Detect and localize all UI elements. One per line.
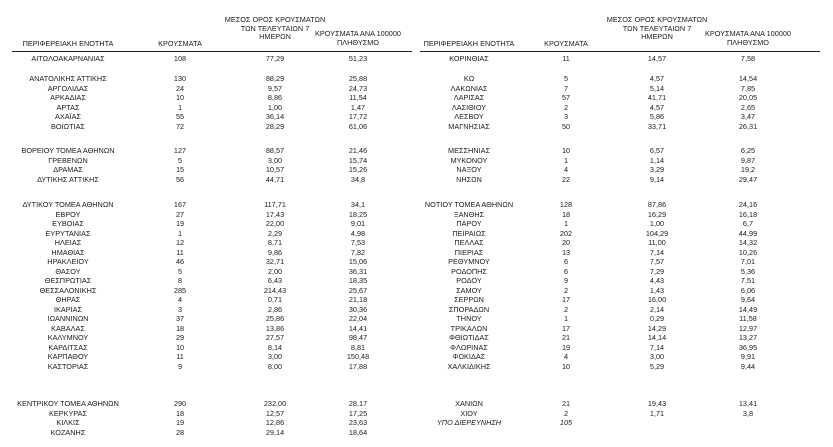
- region-name: ΗΡΑΚΛΕΙΟΥ: [47, 257, 89, 266]
- cases-per-100k: 61,06: [348, 121, 368, 131]
- avg-7-days: 11,00: [648, 238, 666, 247]
- case-count: 24: [175, 83, 185, 93]
- case-count: 105: [559, 418, 573, 427]
- case-count: 27: [175, 209, 185, 219]
- cases-per-100k: 17,25: [348, 408, 368, 418]
- region-name: ΤΡΙΚΑΛΩΝ: [450, 323, 488, 333]
- case-count: 1: [563, 219, 569, 228]
- cases-per-100k: 24,73: [348, 83, 368, 93]
- avg-7-days: 7,14: [649, 247, 665, 257]
- header-per-100k: ΚΡΟΥΣΜΑΤΑ ΑΝΑ 100000 ΠΛΗΘΥΣΜΟ: [315, 29, 401, 47]
- region-name: ΜΥΚΟΝΟΥ: [450, 155, 488, 165]
- avg-7-days: 1,00: [649, 219, 665, 228]
- case-count: 8: [177, 276, 183, 285]
- cases-per-100k: 18,35: [348, 276, 368, 285]
- region-name: ΗΛΕΙΑΣ: [54, 238, 82, 247]
- region-name: ΚΟΖΑΝΗΣ: [50, 427, 86, 437]
- cases-per-100k: 44,99: [738, 228, 758, 238]
- case-count: 18: [175, 408, 185, 418]
- avg-7-days: 33,71: [647, 121, 667, 131]
- cases-per-100k: 17,88: [348, 361, 368, 371]
- cases-per-100k: 12,97: [738, 323, 758, 333]
- avg-7-days: 16,00: [647, 295, 667, 304]
- case-count: 2: [563, 285, 569, 295]
- cases-per-100k: 15,06: [348, 257, 368, 266]
- cases-per-100k: 4,98: [350, 228, 366, 238]
- region-name: ΠΕΙΡΑΙΩΣ: [452, 228, 486, 238]
- region-name: ΛΕΣΒΟΥ: [454, 112, 484, 121]
- cases-per-100k: 3,8: [742, 408, 754, 418]
- avg-7-days: 2,14: [649, 304, 665, 314]
- case-count: 9: [177, 361, 183, 371]
- cases-per-100k: 11,58: [739, 314, 757, 323]
- avg-7-days: 7,29: [649, 266, 665, 276]
- region-name: ΠΕΛΛΑΣ: [454, 238, 484, 247]
- case-count: 4: [563, 352, 569, 361]
- region-name: ΛΑΡΙΣΑΣ: [453, 93, 485, 102]
- cases-per-100k: 9,87: [740, 155, 756, 165]
- cases-per-100k: 6,06: [740, 285, 756, 295]
- cases-per-100k: 9,91: [740, 352, 756, 361]
- cases-per-100k: 25,67: [348, 285, 368, 295]
- case-count: 2: [563, 408, 569, 418]
- case-count: 22: [561, 174, 571, 184]
- avg-7-days: 41,71: [647, 93, 667, 102]
- region-name: ΙΩΑΝΝΙΝΩΝ: [47, 314, 89, 323]
- case-count: 6: [563, 266, 569, 276]
- case-count: 5: [563, 74, 569, 83]
- case-count: 10: [175, 342, 185, 352]
- cases-per-100k: 15,26: [348, 165, 368, 174]
- case-count: 28: [175, 427, 185, 437]
- cases-per-100k: 18,25: [348, 209, 368, 219]
- region-name: ΚΑΡΠΑΘΟΥ: [47, 352, 89, 361]
- cases-per-100k: 36,31: [348, 266, 368, 276]
- header-avg-7-days: ΜΕΣΟΣ ΟΡΟΣ ΚΡΟΥΣΜΑΤΩΝ ΤΩΝ ΤΕΛΕΥΤΑΙΩΝ 7 ΗΜΕΡΩΝ: [224, 15, 326, 41]
- avg-7-days: 1,14: [649, 155, 665, 165]
- avg-7-days: 5,29: [649, 361, 665, 371]
- avg-7-days: 5,86: [649, 112, 665, 121]
- cases-per-100k: 16,18: [738, 209, 758, 219]
- region-name: ΓΡΕΒΕΝΩΝ: [48, 155, 88, 165]
- avg-7-days: 10,57: [265, 165, 285, 174]
- cases-per-100k: 150,48: [346, 352, 370, 361]
- region-name: ΑΙΤΩΛΟΑΚΑΡΝΑΝΙΑΣ: [31, 54, 105, 63]
- case-count: 46: [175, 257, 185, 266]
- case-count: 19: [175, 219, 185, 228]
- case-count: 11: [562, 54, 570, 63]
- header-underline: [12, 51, 412, 52]
- avg-7-days: 6,43: [267, 276, 283, 285]
- case-count: 7: [563, 83, 569, 93]
- avg-7-days: 9,86: [267, 247, 283, 257]
- cases-per-100k: 28,17: [348, 399, 368, 408]
- region-name: ΣΑΜΟΥ: [456, 285, 482, 295]
- case-count: 290: [173, 399, 187, 408]
- region-name: ΕΥΡΥΤΑΝΙΑΣ: [45, 228, 91, 238]
- case-count: 12: [175, 238, 185, 247]
- avg-7-days: 4,57: [649, 74, 665, 83]
- case-count: 10: [561, 361, 571, 371]
- case-count: 2: [563, 102, 569, 112]
- avg-7-days: 44,71: [265, 174, 285, 184]
- case-count: 10: [175, 93, 185, 102]
- region-name: ΚΑΡΔΙΤΣΑΣ: [48, 342, 88, 352]
- region-name: ΞΑΝΘΗΣ: [453, 209, 485, 219]
- region-name: ΝΗΣΩΝ: [456, 174, 482, 184]
- avg-7-days: 104,29: [645, 228, 669, 238]
- avg-7-days: 3,00: [267, 155, 283, 165]
- avg-7-days: 14,14: [647, 333, 667, 342]
- case-count: 202: [559, 228, 573, 238]
- cases-per-100k: 1,47: [350, 102, 366, 112]
- region-name: ΚΕΡΚΥΡΑΣ: [48, 408, 88, 418]
- avg-7-days: 88,57: [265, 146, 285, 155]
- avg-7-days: 3,00: [267, 352, 283, 361]
- avg-7-days: 0,71: [267, 295, 283, 304]
- region-name: ΚΙΛΚΙΣ: [56, 418, 80, 427]
- region-name: ΘΗΡΑΣ: [55, 295, 81, 304]
- cases-per-100k: 8,81: [350, 342, 366, 352]
- case-count: 18: [561, 209, 571, 219]
- cases-per-100k: 7,53: [350, 238, 366, 247]
- region-name: ΧΑΝΙΩΝ: [455, 399, 483, 408]
- cases-per-100k: 9,64: [740, 295, 756, 304]
- cases-per-100k: 9,01: [350, 219, 366, 228]
- case-count: 56: [175, 174, 185, 184]
- case-count: 1: [563, 314, 569, 323]
- case-count: 57: [561, 93, 571, 102]
- case-count: 167: [173, 200, 187, 209]
- case-count: 21: [561, 333, 571, 342]
- avg-7-days: 117,71: [264, 200, 286, 209]
- cases-per-100k: 11,54: [349, 93, 367, 102]
- case-count: 1: [177, 228, 183, 238]
- region-name: ΣΠΟΡΑΔΩΝ: [448, 304, 490, 314]
- cases-per-100k: 14,54: [738, 74, 758, 83]
- cases-per-100k: 7,01: [740, 257, 756, 266]
- avg-7-days: 4,43: [649, 276, 665, 285]
- region-name: ΑΡΚΑΔΙΑΣ: [50, 93, 86, 102]
- avg-7-days: 13,86: [265, 323, 285, 333]
- avg-7-days: 12,86: [265, 418, 285, 427]
- avg-7-days: 2,00: [267, 266, 283, 276]
- case-count: 3: [177, 304, 183, 314]
- case-count: 128: [559, 200, 573, 209]
- cases-per-100k: 34,8: [350, 174, 366, 184]
- cases-per-100k: 36,95: [738, 342, 758, 352]
- case-count: 18: [175, 323, 185, 333]
- cases-per-100k: 10,26: [738, 247, 758, 257]
- case-count: 5: [177, 155, 183, 165]
- region-name: ΑΧΑΪΑΣ: [54, 112, 82, 121]
- header-avg-7-days: ΜΕΣΟΣ ΟΡΟΣ ΚΡΟΥΣΜΑΤΩΝ ΤΩΝ ΤΕΛΕΥΤΑΙΩΝ 7 ΗΜΕΡΩΝ: [606, 15, 708, 41]
- cases-per-100k: 14,41: [348, 323, 368, 333]
- case-count: 50: [561, 121, 571, 131]
- region-name: ΥΠΟ ΔΙΕΡΕΥΝΗΣΗ: [436, 418, 502, 427]
- region-name: ΠΙΕΡΙΑΣ: [454, 247, 484, 257]
- avg-7-days: 27,57: [265, 333, 285, 342]
- case-count: 1: [563, 155, 569, 165]
- cases-per-100k: 19,2: [740, 165, 756, 174]
- region-name: ΠΑΡΟΥ: [456, 219, 482, 228]
- case-count: 19: [561, 342, 571, 352]
- case-count: 17: [561, 323, 571, 333]
- avg-7-days: 16,29: [647, 209, 667, 219]
- avg-7-days: 3,29: [649, 165, 665, 174]
- avg-7-days: 77,29: [265, 54, 285, 63]
- avg-7-days: 7,57: [649, 257, 665, 266]
- region-name: ΝΟΤΙΟΥ ΤΟΜΕΑ ΑΘΗΝΩΝ: [424, 200, 514, 209]
- cases-per-100k: 9,44: [740, 361, 756, 371]
- region-name: ΝΑΞΟΥ: [456, 165, 482, 174]
- region-name: ΜΕΣΣΗΝΙΑΣ: [448, 146, 490, 155]
- avg-7-days: 214,43: [263, 285, 287, 295]
- case-count: 6: [563, 257, 569, 266]
- region-name: ΕΒΡΟΥ: [55, 209, 81, 219]
- cases-per-100k: 15,74: [348, 155, 368, 165]
- case-count: 21: [561, 399, 571, 408]
- cases-per-100k: 51,23: [348, 54, 368, 63]
- region-name: ΗΜΑΘΙΑΣ: [51, 247, 85, 257]
- region-name: ΚΑΣΤΟΡΙΑΣ: [47, 361, 89, 371]
- avg-7-days: 1,00: [267, 102, 283, 112]
- cases-per-100k: 6,7: [742, 219, 754, 228]
- avg-7-days: 6,57: [649, 146, 665, 155]
- case-count: 4: [563, 165, 569, 174]
- region-name: ΙΚΑΡΙΑΣ: [53, 304, 83, 314]
- header-cases: ΚΡΟΥΣΜΑΤΑ: [544, 39, 588, 48]
- cases-per-100k: 98,47: [348, 333, 368, 342]
- region-name: ΡΟΔΟΥ: [456, 276, 482, 285]
- avg-7-days: 25,86: [265, 314, 285, 323]
- region-name: ΚΑΛΥΜΝΟΥ: [47, 333, 89, 342]
- region-name: ΑΡΤΑΣ: [56, 102, 80, 112]
- avg-7-days: 4,57: [649, 102, 665, 112]
- region-name: ΘΕΣΣΑΛΟΝΙΚΗΣ: [39, 285, 97, 295]
- avg-7-days: 3,00: [649, 352, 665, 361]
- cases-per-100k: 20,05: [738, 93, 758, 102]
- header-cases: ΚΡΟΥΣΜΑΤΑ: [158, 39, 202, 48]
- cases-per-100k: 2,65: [740, 102, 756, 112]
- cases-per-100k: 13,41: [738, 399, 758, 408]
- avg-7-days: 0,29: [649, 314, 665, 323]
- avg-7-days: 19,43: [647, 399, 667, 408]
- header-per-100k: ΚΡΟΥΣΜΑΤΑ ΑΝΑ 100000 ΠΛΗΘΥΣΜΟ: [705, 29, 791, 47]
- case-count: 19: [175, 418, 185, 427]
- case-count: 9: [563, 276, 569, 285]
- avg-7-days: 2,29: [267, 228, 283, 238]
- case-count: 29: [175, 333, 185, 342]
- avg-7-days: 8,00: [267, 361, 283, 371]
- cases-per-100k: 23,63: [348, 418, 368, 427]
- cases-per-100k: 22,04: [348, 314, 368, 323]
- region-name: ΚΑΒΑΛΑΣ: [51, 323, 85, 333]
- avg-7-days: 9,14: [649, 174, 665, 184]
- region-name: ΛΑΣΙΘΙΟΥ: [451, 102, 487, 112]
- cases-per-100k: 3,47: [740, 112, 756, 121]
- region-name: ΒΟΙΩΤΙΑΣ: [51, 121, 85, 131]
- region-name: ΕΥΒΟΙΑΣ: [52, 219, 84, 228]
- avg-7-days: 32,71: [265, 257, 285, 266]
- cases-per-100k: 18,64: [348, 427, 368, 437]
- case-count: 108: [173, 54, 187, 63]
- header-region: ΠΕΡΙΦΕΡΕΙΑΚΗ ΕΝΟΤΗΤΑ: [423, 39, 515, 48]
- cases-per-100k: 6,25: [740, 146, 756, 155]
- case-count: 20: [561, 238, 571, 247]
- cases-per-100k: 14,49: [738, 304, 758, 314]
- header-region: ΠΕΡΙΦΕΡΕΙΑΚΗ ΕΝΟΤΗΤΑ: [22, 39, 114, 48]
- cases-per-100k: 7,58: [740, 54, 756, 63]
- avg-7-days: 1,43: [649, 285, 665, 295]
- case-count: 37: [175, 314, 185, 323]
- region-name: ΚΟΡΙΝΘΙΑΣ: [449, 54, 489, 63]
- cases-per-100k: 25,88: [348, 74, 368, 83]
- region-name: ΔΥΤΙΚΗΣ ΑΤΤΙΚΗΣ: [37, 174, 99, 184]
- cases-per-100k: 13,27: [738, 333, 758, 342]
- cases-per-100k: 24,16: [738, 200, 758, 209]
- cases-per-100k: 7,51: [740, 276, 756, 285]
- avg-7-days: 232,00: [263, 399, 287, 408]
- region-name: ΑΝΑΤΟΛΙΚΗΣ ΑΤΤΙΚΗΣ: [29, 74, 107, 83]
- region-name: ΔΡΑΜΑΣ: [53, 165, 83, 174]
- avg-7-days: 36,14: [265, 112, 285, 121]
- cases-per-100k: 30,36: [348, 304, 368, 314]
- avg-7-days: 2,86: [267, 304, 283, 314]
- region-name: ΛΑΚΩΝΙΑΣ: [450, 83, 488, 93]
- case-count: 130: [173, 74, 187, 83]
- case-count: 11: [176, 247, 184, 257]
- region-name: ΦΩΚΙΔΑΣ: [452, 352, 486, 361]
- avg-7-days: 88,29: [265, 74, 285, 83]
- avg-7-days: 8,71: [267, 238, 283, 247]
- region-name: ΔΥΤΙΚΟΥ ΤΟΜΕΑ ΑΘΗΝΩΝ: [22, 200, 114, 209]
- region-name: ΘΕΣΠΡΩΤΙΑΣ: [44, 276, 92, 285]
- avg-7-days: 5,14: [649, 83, 665, 93]
- region-name: ΦΘΙΩΤΙΔΑΣ: [449, 333, 489, 342]
- avg-7-days: 7,14: [649, 342, 665, 352]
- avg-7-days: 8,86: [267, 93, 283, 102]
- case-count: 1: [177, 102, 183, 112]
- region-name: ΤΗΝΟΥ: [456, 314, 482, 323]
- region-name: ΚΕΝΤΡΙΚΟΥ ΤΟΜΕΑ ΑΘΗΝΩΝ: [17, 399, 119, 408]
- cases-per-100k: 7,85: [740, 83, 756, 93]
- region-name: ΜΑΓΝΗΣΙΑΣ: [448, 121, 490, 131]
- cases-per-100k: 26,31: [738, 121, 758, 131]
- avg-7-days: 28,29: [265, 121, 285, 131]
- avg-7-days: 17,43: [265, 209, 285, 219]
- region-name: ΦΛΩΡΙΝΑΣ: [450, 342, 488, 352]
- avg-7-days: 9,57: [267, 83, 283, 93]
- region-name: ΣΕΡΡΩΝ: [454, 295, 484, 304]
- cases-per-100k: 29,47: [738, 174, 758, 184]
- avg-7-days: 87,86: [647, 200, 667, 209]
- case-count: 4: [177, 295, 183, 304]
- case-count: 5: [177, 266, 183, 276]
- case-count: 55: [175, 112, 185, 121]
- cases-per-100k: 14,32: [738, 238, 758, 247]
- cases-per-100k: 17,72: [348, 112, 368, 121]
- case-count: 17: [561, 295, 571, 304]
- cases-per-100k: 21,18: [348, 295, 368, 304]
- case-count: 13: [561, 247, 571, 257]
- avg-7-days: 12,57: [265, 408, 285, 418]
- avg-7-days: 8,14: [267, 342, 283, 352]
- cases-per-100k: 34,1: [350, 200, 366, 209]
- case-count: 72: [175, 121, 185, 131]
- avg-7-days: 14,29: [647, 323, 667, 333]
- avg-7-days: 29,14: [265, 427, 285, 437]
- case-count: 127: [173, 146, 187, 155]
- case-count: 3: [563, 112, 569, 121]
- header-underline: [420, 51, 820, 52]
- case-count: 15: [175, 165, 185, 174]
- case-count: 2: [563, 304, 569, 314]
- case-count: 11: [176, 352, 184, 361]
- cases-per-100k: 5,36: [740, 266, 756, 276]
- region-name: ΘΑΣΟΥ: [55, 266, 81, 276]
- cases-per-100k: 21,46: [348, 146, 368, 155]
- avg-7-days: 22,00: [265, 219, 285, 228]
- avg-7-days: 1,71: [649, 408, 665, 418]
- avg-7-days: 14,57: [647, 54, 667, 63]
- region-name: ΑΡΓΟΛΙΔΑΣ: [47, 83, 89, 93]
- region-name: ΒΟΡΕΙΟΥ ΤΟΜΕΑ ΑΘΗΝΩΝ: [21, 146, 115, 155]
- cases-per-100k: 7,82: [350, 247, 366, 257]
- region-name: ΚΩ: [463, 74, 475, 83]
- case-count: 10: [561, 146, 571, 155]
- case-count: 285: [173, 285, 187, 295]
- region-name: ΧΙΟΥ: [460, 408, 478, 418]
- region-name: ΡΟΔΟΠΗΣ: [451, 266, 487, 276]
- region-name: ΧΑΛΚΙΔΙΚΗΣ: [447, 361, 491, 371]
- region-name: ΡΕΘΥΜΝΟΥ: [448, 257, 490, 266]
